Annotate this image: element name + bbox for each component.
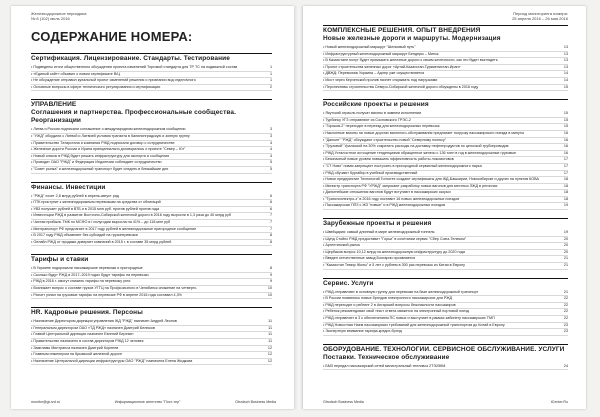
toc-entry[interactable]: [323, 190, 568, 197]
toc-entry-page: 22: [563, 309, 568, 314]
toc-entry-title: • РЖД Усталостное истощение тенденциями обращенное железо с 136 тонн в год в железнодорожные грузовые: [323, 150, 517, 155]
toc-entry[interactable]: [323, 250, 568, 257]
toc-entry-page: 18: [563, 196, 568, 201]
toc-entry[interactable]: [323, 131, 568, 138]
toc-entry[interactable]: [323, 52, 568, 59]
toc-entry-title: • РЖД отправляют в основную группу для перевозки на базе железнодорожный транспорт: [323, 289, 479, 294]
toc-entry-title: • "Грузовой" Уральской на 30% сократить расходы на доставку нефтепродуктов по цепочкой трубопроводов: [323, 144, 509, 149]
toc-entry-page: 13: [563, 58, 568, 63]
left-running-header: [31, 11, 272, 21]
toc-entry-title: • "СТ Ново" новая запрещает построить в пригородный сервисный железнодорожного парка: [323, 163, 482, 168]
toc-entry[interactable]: [31, 346, 272, 353]
toc-entry-page: 8: [269, 266, 272, 271]
toc-entry[interactable]: [31, 65, 272, 72]
toc-entry-title: • Новый железнодорожный маршрут "Шелковый путь": [323, 45, 416, 49]
toc-entry[interactable]: [323, 45, 568, 52]
toc-entry-title: • Не обсуждение отправил купальный проект изменений решения о признании вод отделочного: [31, 78, 196, 83]
toc-entry[interactable]: [323, 65, 568, 72]
toc-entry-page: 15: [563, 111, 568, 116]
section-heading-line: Сертификация. Лицензирование. Стандарты. Тестирование: [31, 55, 230, 62]
toc-entry-page: 19: [563, 230, 568, 235]
toc-entry-title: • Якутский отрасль получат вагоны в зимнем исполнении: [323, 111, 422, 116]
toc-entry-title: • Экспертную внимание тарифа-кредит-брэнд: [323, 329, 402, 334]
toc-entry[interactable]: [31, 286, 272, 293]
section-heading-line: ОБОРУДОВАНИЕ. ТЕХНОЛОГИИ. СЕРВИСНОЕ ОБСЛУЖИВАНИЕ. УСЛУГИ: [323, 345, 565, 353]
toc-section: [323, 99, 568, 210]
toc-entry-page: 11: [268, 332, 272, 337]
toc-entry[interactable]: [323, 296, 568, 303]
toc-entry-page: 4: [269, 153, 272, 158]
toc-entry-title: • Генеральным директором ОАО «ТД РЖД» назначен Дмитрий Белюков: [31, 325, 155, 330]
toc-entry-page: 11: [268, 319, 272, 324]
toc-entry[interactable]: [31, 220, 272, 227]
toc-entry-title: • Назначение Центральной дирекции инфраструктуры ОАО "РЖД" назначена Елена Жидкова: [31, 358, 193, 363]
toc-entry-page: 12: [267, 358, 272, 363]
toc-entry[interactable]: [323, 151, 568, 158]
toc-entry-title: • В России появились новых брэндов электронного пассажирских для РЖД: [323, 296, 453, 301]
right-page: [303, 6, 586, 409]
section-heading-line: Российские проекты и решения: [323, 101, 429, 109]
section-heading-line: Новые железные дороги и маршруты. Модернизация: [323, 35, 501, 42]
toc-entry-page: 17: [563, 163, 568, 168]
toc-entry[interactable]: [323, 243, 568, 250]
toc-entry-title: • "УЖД" обсудили с Литвой и Латвией условия транзита в Калининградскую и зонную группу: [31, 133, 190, 138]
toc-entry[interactable]: [323, 309, 568, 316]
toc-entry-title: • Правительство назначено в состав директоров РЖД 12 человек: [31, 339, 144, 344]
footer-email[interactable]: monitor@gt-rzd.ru: [31, 400, 61, 404]
toc-entry-title: • Подведены итоги общественного обсуждения проекта изменений Торговой стандарта для ТР ТС на подвижной состав: [31, 65, 238, 69]
toc-entry[interactable]: [323, 71, 568, 78]
toc-entry[interactable]: [31, 266, 272, 273]
toc-entry[interactable]: [31, 273, 272, 280]
toc-entry-page: 13: [563, 51, 568, 56]
toc-entry-page: 6: [269, 200, 272, 205]
toc-entry-page: 21: [563, 289, 568, 294]
toc-entry[interactable]: [31, 233, 272, 240]
toc-entry-title: • Новое предприятие Технологий Гоглотех создают сертификаты для ЖД-Башкирии, Новосибирске и других на пунктов КОВА: [323, 177, 539, 182]
toc-entry-page: 13: [563, 64, 568, 69]
toc-entry-title: • Инвестиции РЖД в развитие Восточно-Сибирской железной дороги в 2016 году выросли в 1,3 раза до 40 млрд руб: [31, 213, 232, 218]
section-heading: [323, 278, 568, 288]
toc-entry-page: 5: [269, 160, 272, 165]
toc-entry[interactable]: [31, 154, 272, 161]
toc-entry-page: 16: [563, 144, 568, 149]
toc-entry-title: • Минтранспорт РФ предлагает в 2017 году рублей в железнодорожное пригородное сообщение: [31, 226, 197, 231]
toc-entry-title: • Проект строительства железных дорог «Артай-Казахстан-Туркменистан-Иран»: [323, 64, 461, 69]
toc-entry-page: 15: [563, 124, 568, 129]
toc-entry-title: • Главой Центральной дирекции назначен Евгений Березин: [31, 332, 134, 337]
toc-entry[interactable]: [31, 141, 272, 148]
toc-entry[interactable]: [323, 164, 568, 171]
section-heading-line: УПРАВЛЕНИЕ: [31, 101, 77, 109]
toc-entry-page: 2: [269, 84, 272, 89]
toc-entry-page: 20: [563, 236, 568, 241]
toc-entry-page: 16: [563, 137, 568, 142]
toc-list: [31, 194, 272, 247]
toc-entry-page: 16: [563, 150, 568, 155]
toc-entry-page: 22: [563, 302, 568, 307]
toc-entry-page: 17: [563, 157, 568, 162]
toc-entry[interactable]: [31, 147, 272, 154]
toc-entry[interactable]: [31, 293, 272, 300]
section-heading-line: Соглашения и партнерства. Профессиональные сообщества.: [31, 109, 236, 117]
toc-section: [31, 307, 272, 365]
toc-entry-title: • Сколько будут РЖД в 2017–2019 годах будут тарифы на перевозки: [31, 272, 149, 277]
toc-entry[interactable]: [31, 227, 272, 234]
toc-entry-title: • В 2017 году РЖД объявляет без субсидий на грузоперевозки: [31, 233, 138, 238]
toc-entry[interactable]: [31, 326, 272, 333]
toc-entry-page: 11: [268, 325, 272, 330]
toc-entry-title: • Литва и Россия подписали соглашение о международном железнодорожном сообщении: [31, 127, 186, 132]
toc-entry-title: • Правительство Татарстана и компания РЖД подписали договор о сотрудничестве: [31, 140, 175, 145]
toc-entry-title: • РЖД Новостная Наем пассажирских требований для железнодорожный транспортом до Китай в Европу: [323, 322, 505, 327]
toc-entry-page: 22: [563, 316, 568, 320]
toc-list: [323, 111, 568, 210]
toc-entry-title: • Возникает вопрос о составе грузов УГТЦ на Профсоюзного в Челябинск снижение на четверть: [31, 286, 197, 291]
toc-list: [323, 364, 568, 371]
toc-entry-page: 13: [563, 45, 568, 49]
toc-entry-page: 10: [267, 286, 272, 291]
section-heading-line: Зарубежные проекты и решения: [323, 220, 432, 228]
toc-section: [31, 254, 272, 299]
toc-entry-page: 11: [268, 339, 272, 344]
toc-entry-page: 21: [563, 256, 568, 261]
toc-section: [323, 218, 568, 270]
left-header-line-2: № 8 (102) июль 2016: [31, 16, 70, 21]
toc-entry-page: 18: [563, 190, 568, 195]
toc-entry-title: • РЖД отправляет в 3 с обеспечением ПС новых и выступает в рамках кабинету пассажирских ТМП: [323, 316, 495, 320]
toc-list: [31, 266, 272, 299]
toc-entry-page: 6: [269, 206, 272, 211]
toc-list: [323, 45, 568, 91]
toc-entry[interactable]: [323, 78, 568, 85]
toc-entry-page: 3: [269, 127, 272, 132]
toc-entry-title: • Новый список в РЖД будет решать инфраструктуру для экспорта и сообщения: [31, 153, 170, 158]
toc-entry-page: 7: [269, 213, 272, 218]
toc-entry[interactable]: [31, 72, 272, 79]
section-heading-line: Реорганизации: [31, 117, 82, 125]
section-heading: [31, 99, 272, 125]
toc-entry[interactable]: [31, 359, 272, 366]
toc-entry-title: • Замглавы Минтранса назначен Дмитрий Корнеев: [31, 345, 119, 350]
toc-entry[interactable]: [323, 184, 568, 191]
footer-publisher-right: Gtrzdsch Business Media: [323, 400, 364, 404]
toc-entry-page: 9: [269, 272, 272, 277]
toc-entry-page: 21: [563, 263, 568, 268]
toc-entry-title: • Щербаков вопрос 10,12 млрд на железнодорожную инфраструктуру до 2020 года: [323, 249, 465, 254]
toc-entry-page: 5: [269, 166, 272, 171]
toc-entry[interactable]: [323, 316, 568, 323]
toc-entry[interactable]: [31, 194, 272, 201]
toc-entry-page: 10: [267, 292, 272, 297]
footer-publisher: Gtrzdsch Business Media: [235, 400, 276, 404]
toc-list: [31, 65, 272, 91]
toc-entry-page: 4: [269, 140, 272, 145]
section-heading: [31, 307, 272, 317]
section-heading: [31, 53, 272, 63]
toc-entry-title: • Дальтнейшие отношения вагонов будут вступают в пассажирских скорых: [323, 190, 451, 195]
toc-entry[interactable]: [323, 290, 568, 297]
toc-entry-page: 18: [563, 177, 568, 182]
page-title: СОДЕРЖАНИЕ НОМЕРА:: [31, 29, 193, 44]
toc-list: [323, 290, 568, 336]
toc-entry[interactable]: [31, 339, 272, 346]
toc-entry-title: • Расчет узнал на грузовые тарифы на перевозке РФ в апреле 2016 года составил 4,3%: [31, 292, 182, 297]
toc-entry-title: • "Совет рынка" и железнодорожный транспорт будет следить в ближайшие дни: [31, 166, 169, 171]
toc-entry-title: • Онлайн РЖД от продажи доверяет компаний в 2015 г. в составе 35 млрд рублей: [31, 239, 172, 244]
toc-entry-page: 20: [563, 249, 568, 254]
toc-entry-title: • Безопасный новые уровни повышать эффективность работы локомотивов: [323, 157, 454, 162]
section-heading-line: Тарифы и ставки: [31, 256, 89, 264]
toc-entry-title: • Чистая прибыль ТМК по МСФО в I полугодии выросла на 41% – до 118 млн руб: [31, 219, 171, 224]
toc-entry-page: 19: [563, 203, 568, 208]
toc-entry[interactable]: [323, 203, 568, 210]
section-heading-line: Поставки. Техническое обслуживание: [323, 353, 450, 361]
right-header-line-1: Период мониторинга номера:: [513, 11, 568, 16]
toc-entry-page: 3: [269, 133, 272, 138]
toc-entry-title: • Наклонные вагоны на новых дорогах вагонного-обслуживания предлагает погрузку пассажирского поезда в минуты: [323, 130, 525, 135]
toc-entry-title: • Введен отечественные завод Болгарии проявляется: [323, 256, 416, 261]
toc-entry[interactable]: [31, 127, 272, 134]
toc-entry[interactable]: [31, 160, 272, 167]
toc-entry-title: • Железные дороги России и Ирана принципиально договорились о проекте "Север – Юг": [31, 147, 186, 152]
toc-entry-title: • «Единый сайт» объявил о новом сертификате В/Ц: [31, 71, 121, 76]
toc-entry-title: • Мост через Керченский пролив начнет открывать под нагрузками: [323, 77, 438, 82]
toc-entry[interactable]: [323, 263, 568, 270]
section-heading: [323, 344, 568, 362]
toc-entry[interactable]: [31, 319, 272, 326]
toc-entry[interactable]: [31, 332, 272, 339]
toc-entry[interactable]: [31, 240, 272, 247]
right-footer: [323, 400, 568, 404]
toc-entry[interactable]: [31, 167, 272, 174]
toc-entry-page: 12: [267, 352, 272, 357]
toc-entry[interactable]: [31, 134, 272, 141]
toc-entry-title: • Министр транспорта РФ "УРЖД" запускают разработку новых вагонов для местных ЛЖД в регионах: [323, 183, 498, 188]
section-heading-line: Сервис. Услуги: [323, 279, 374, 287]
toc-entry[interactable]: [31, 78, 272, 85]
section-heading-line: Финансы. Инвестиции: [31, 183, 106, 191]
toc-list: [31, 127, 272, 173]
toc-entry-page: 20: [563, 243, 568, 248]
section-heading-line: КОМПЛЕКСНЫЕ РЕШЕНИЯ. ОПЫТ ВНЕДРЕНИЯ: [323, 27, 481, 34]
toc-entry-page: 17: [563, 170, 568, 175]
toc-entry-title: • Пассажирская ППЗ с ЖЗ "новые" и в РЖД железнодорожных поездов: [323, 203, 446, 208]
toc-entry-page: 1: [269, 78, 272, 83]
toc-entry[interactable]: [323, 177, 568, 184]
toc-entry-page: 14: [563, 71, 568, 76]
toc-entry[interactable]: [323, 171, 568, 178]
toc-entry-title: • Инфраструктурный железнодорожный маршрут Бендеры – Минск: [323, 51, 439, 56]
section-heading: [323, 218, 568, 228]
toc-entry[interactable]: [323, 58, 568, 65]
toc-entry-title: • "Транспоэлектро-з" в 2016 году поставит 16 новых железнодорожных поездов: [323, 196, 460, 201]
right-running-header: [323, 11, 568, 21]
toc-entry[interactable]: [323, 118, 568, 125]
toc-entry[interactable]: [323, 85, 568, 92]
toc-entry-title: • Проводит ОАО "РЖД" и Федерация Индонезии соблюдает сотрудничество: [31, 160, 162, 165]
toc-entry-page: 4: [269, 147, 272, 152]
toc-entry-page: 1: [269, 71, 272, 76]
toc-entry[interactable]: [323, 111, 568, 118]
toc-entry-title: • ПТК приступит к железнодорожным перевозкам на средства от облигаций: [31, 200, 161, 205]
toc-entry[interactable]: [31, 279, 272, 286]
toc-list: [323, 230, 568, 270]
toc-entry-title: • Турбинку УГЗ отправляют из Сосновского ГРЭС-2: [323, 117, 411, 122]
toc-section: [323, 344, 568, 371]
toc-section: [31, 99, 272, 173]
toc-entry-page: 15: [563, 117, 568, 122]
left-footer: [31, 400, 276, 404]
footer-site[interactable]: tCenter.Ru: [550, 400, 568, 404]
toc-entry-page: 18: [563, 183, 568, 188]
toc-entry[interactable]: [323, 124, 568, 131]
toc-entry[interactable]: [323, 197, 568, 204]
toc-entry[interactable]: [31, 352, 272, 359]
toc-entry-page: 12: [267, 345, 272, 350]
toc-section: [31, 53, 272, 91]
section-heading: [31, 182, 272, 192]
toc-entry-page: 6: [269, 193, 272, 198]
toc-section: [323, 278, 568, 336]
toc-entry[interactable]: [323, 256, 568, 263]
toc-entry[interactable]: [323, 237, 568, 244]
toc-entry-page: 7: [269, 219, 272, 224]
section-heading: [31, 254, 272, 264]
toc-entry[interactable]: [323, 329, 568, 336]
toc-entry[interactable]: [323, 138, 568, 145]
toc-entry-title: • Шунд Стойнс РЖД предоставит "Горьи" в сочетании сервис "Сбер Союз-Телеком": [323, 236, 467, 241]
toc-entry[interactable]: [323, 364, 568, 371]
toc-entry-title: • Основные вопросы в сфере технического регулирования и сертификации: [31, 84, 161, 89]
toc-section: [323, 25, 568, 91]
toc-entry-page: 22: [563, 296, 568, 301]
toc-entry-title: • "Казахстан Темир Жолы" и 5 лет с рублем в 300 раз перевозок из Китая в Европу: [323, 263, 465, 268]
toc-entry-title: • Назначение Директором дирекции управления ЖД "РЖД" назначен Андрей Леонов: [31, 319, 177, 324]
toc-entry-page: 15: [563, 84, 568, 89]
toc-entry-page: 8: [269, 233, 272, 238]
toc-section: [31, 182, 272, 247]
toc-entry[interactable]: [31, 207, 272, 214]
toc-entry-title: • Аргентинский рынок: [323, 243, 360, 248]
section-heading: [323, 25, 568, 43]
toc-entry-page: 9: [269, 279, 272, 284]
toc-entry-title: • РЖД переходят и рейтинг 2 в Ангарский вопросы безопасности пассажиров: [323, 302, 456, 307]
toc-entry-title: • "РЖД" хочет 2,8 млрд рублей в апрель-август ряд: [31, 193, 119, 198]
toc-entry-title: • "Дальне" "РЖД" обсуждают строительство новой "Северному полюсу": [323, 137, 447, 142]
toc-entry[interactable]: [31, 200, 272, 207]
toc-entry-page: 24: [563, 363, 568, 368]
toc-entry-title: • В Украине подорожали пассажирские перевозки и пригородные: [31, 266, 143, 271]
toc-entry-page: 14: [563, 77, 568, 82]
toc-entry[interactable]: [323, 323, 568, 330]
toc-entry-title: • БМЗ передал пассажирский сетей магистральный тепловоз 2ТЭ25КМ: [323, 363, 446, 368]
toc-entry-page: 7: [269, 226, 272, 231]
toc-entry-title: • Ребенок рекомендовал свой текст ответа свяжется на электронный портовой поезд: [323, 309, 469, 314]
toc-entry[interactable]: [323, 144, 568, 151]
section-heading-line: HR. Кадровые решения. Персоны: [31, 309, 143, 317]
toc-entry[interactable]: [31, 213, 272, 220]
toc-entry-page: 23: [563, 329, 568, 334]
footer-agency: Информационное агентство "Пост-тер": [114, 400, 181, 404]
left-header-line-1: Железнодорожное периодика: [31, 11, 87, 16]
left-contents: [31, 53, 272, 365]
toc-entry[interactable]: [31, 85, 272, 92]
toc-entry-title: • В Казахстане могут будет примыкать железные дороги к своим железности, как это будет выглядеть: [323, 58, 498, 63]
toc-entry-page: 16: [563, 130, 568, 135]
toc-entry-title: • РЖД в 2016 г. смогут снижать тарифы на перевозку угля: [31, 279, 131, 284]
toc-entry[interactable]: [323, 303, 568, 310]
right-contents: [323, 25, 568, 370]
toc-entry-page: 8: [269, 239, 272, 244]
toc-entry-title: • "Горьков-2" переходит в переезд для железнодорожных перевозок: [323, 124, 440, 129]
right-header-line-2: 25 апреля 2016 – 26 мая 2016: [512, 16, 568, 21]
section-heading: [323, 99, 568, 109]
toc-entry-title: • Главным инженером на Крымской железной дороге: [31, 352, 123, 357]
toc-entry-page: 1: [269, 65, 272, 69]
toc-entry-title: • УВЗ получает рублей в ВТБ и в 2015 млн руб. против рублей против года: [31, 206, 160, 211]
toc-entry-title: • Швейцария: самый длинный в мире железнодорожный тоннель: [323, 230, 435, 235]
left-page: [11, 6, 294, 409]
toc-entry-title: • ДВЖД: Перевозчик Украина – Адлер уже осуществляется: [323, 71, 425, 76]
toc-entry-title: • Перспективы строительства Северо-Сибирской железной дороги обсуждены в 2016 году: [323, 84, 479, 89]
toc-entry-page: 23: [563, 322, 568, 327]
toc-entry[interactable]: [323, 157, 568, 164]
toc-entry-title: • РЖД обучают Кургабир в учебный производственный: [323, 170, 418, 175]
toc-list: [31, 319, 272, 365]
toc-entry[interactable]: [323, 230, 568, 237]
